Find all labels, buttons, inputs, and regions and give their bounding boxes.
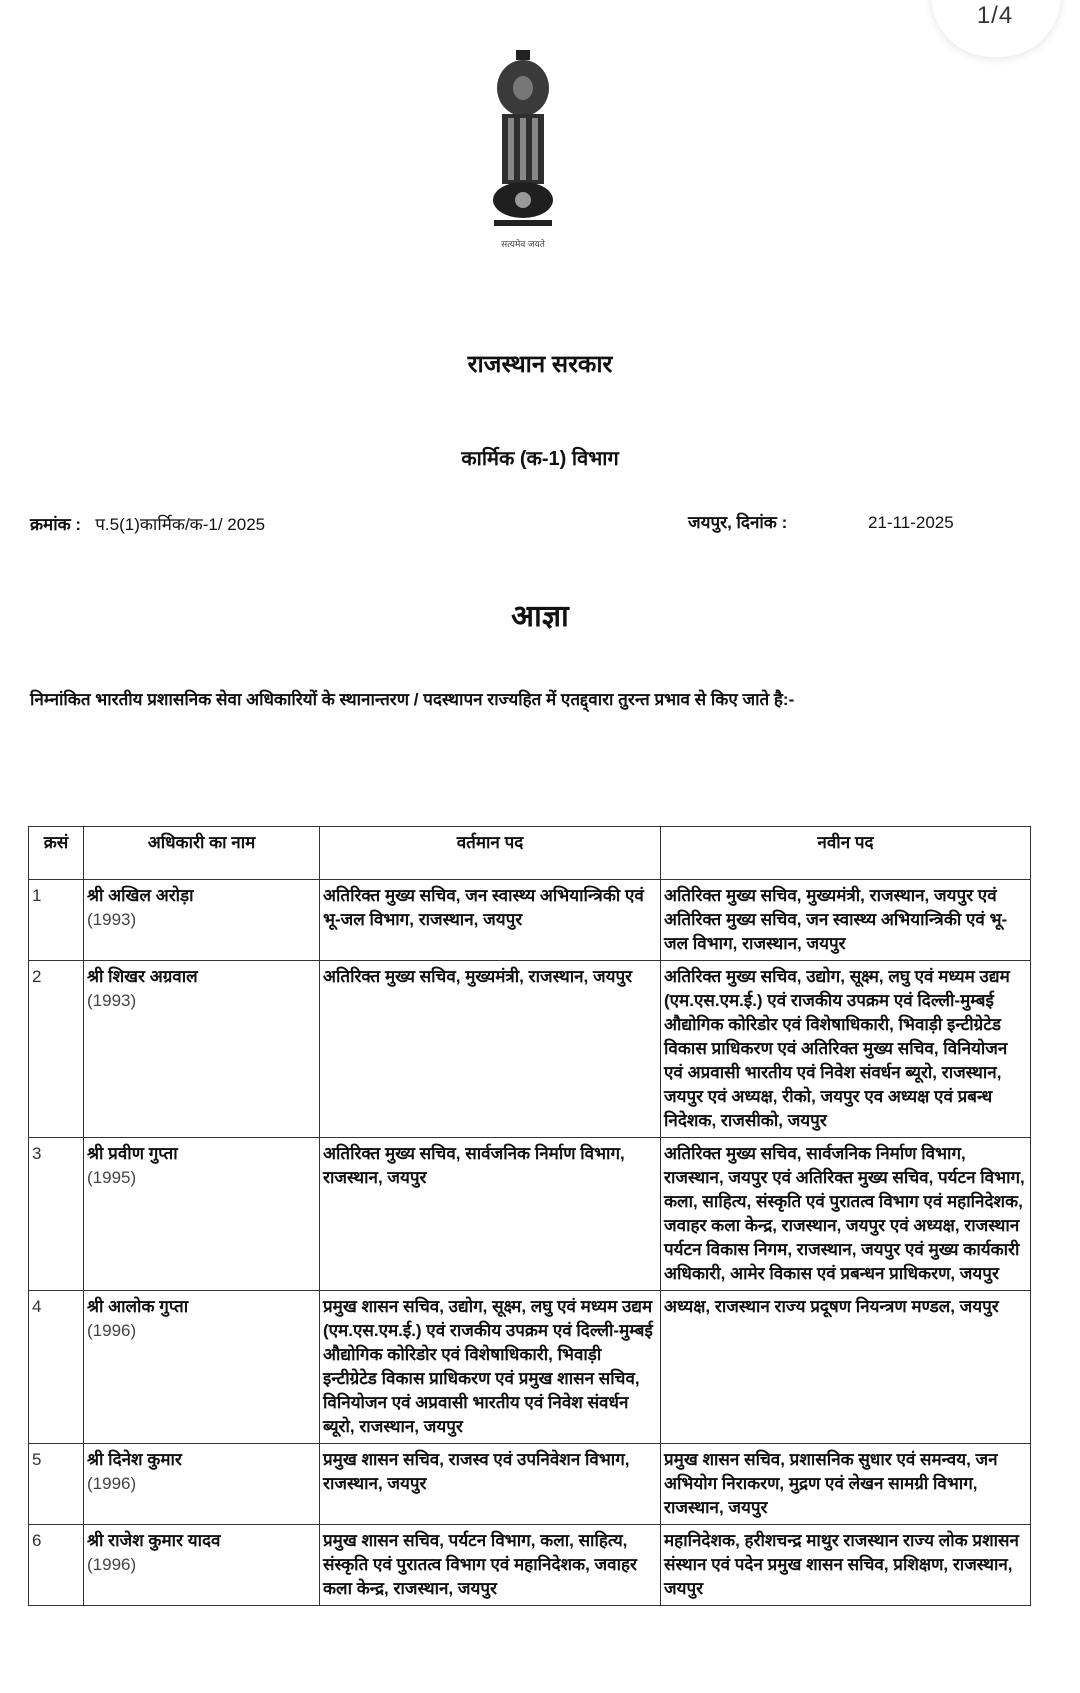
officer-name: श्री आलोक गुप्ता — [87, 1297, 189, 1316]
current-post: अतिरिक्त मुख्य सचिव, मुख्यमंत्री, राजस्थान, जयपुर — [320, 961, 661, 1138]
officer-batch: (1996) — [87, 1555, 137, 1574]
place-date-label: जयपुर, दिनांक : — [688, 513, 788, 532]
department-title: कार्मिक (क-1) विभाग — [461, 448, 619, 470]
order-intro: निम्नांकित भारतीय प्रशासनिक सेवा अधिकारियों के स्थानान्तरण / पदस्थापन राज्यहित में एतद्द्वारा तुरन्त प्रभाव से किए जाते है:- — [30, 690, 795, 709]
reference-number: प.5(1)कार्मिक/क-1/ 2025 — [95, 515, 266, 534]
officer-cell — [84, 880, 320, 961]
reference-label: क्रमांक : — [30, 515, 82, 534]
header-new-post: नवीन पद — [661, 827, 1031, 880]
serial-number: 6 — [29, 1525, 84, 1606]
serial-number: 1 — [29, 880, 84, 961]
government-title: राजस्थान सरकार — [467, 351, 613, 378]
table-header-row — [29, 827, 1031, 880]
officer-cell — [84, 1138, 320, 1291]
new-post: महानिदेशक, हरीशचन्द्र माथुर राजस्थान राज्य लोक प्रशासन संस्थान एवं पदेन प्रमुख शासन सचिव, प्रशिक्षण, राजस्थान, जयपुर — [661, 1525, 1031, 1606]
serial-number: 5 — [29, 1444, 84, 1525]
current-post: प्रमुख शासन सचिव, उद्योग, सूक्ष्म, लघु एवं मध्यम उद्यम (एम.एस.एम.ई.) एवं राजकीय उपक्रम एवं दिल्ली-मुम्बई औद्योगिक कोरिडोर एवं विशेषाधिकारी, भिवाड़ी इन्टीग्रेटेड विकास प्राधिकरण एवं प्रमुख शासन सचिव, विनियोजन एवं अप्रवासी भारतीय एवं निवेश संवर्धन ब्यूरो, राजस्थान, जयपुर — [320, 1291, 661, 1444]
header-serial: क्रसं — [29, 827, 84, 880]
officer-cell — [84, 1525, 320, 1606]
table-row — [29, 1444, 1031, 1525]
officer-name: श्री राजेश कुमार यादव — [87, 1531, 221, 1550]
table-row — [29, 880, 1031, 961]
new-post: अतिरिक्त मुख्य सचिव, मुख्यमंत्री, राजस्थान, जयपुर एवं अतिरिक्त मुख्य सचिव, जन स्वास्थ्य अभियान्त्रिकी एवं भू-जल विभाग, राजस्थान, जयपुर — [661, 880, 1031, 961]
page-indicator-text: 1/4 — [976, 2, 1014, 29]
officer-cell — [84, 961, 320, 1138]
transfer-table — [28, 826, 1031, 1606]
officer-name: श्री अखिल अरोड़ा — [87, 886, 194, 905]
officer-cell — [84, 1444, 320, 1525]
emblem-motto: सत्यमेव जयते — [501, 239, 545, 249]
table-row — [29, 1138, 1031, 1291]
serial-number: 2 — [29, 961, 84, 1138]
officer-batch: (1996) — [87, 1321, 137, 1340]
officer-batch: (1993) — [87, 991, 137, 1010]
table-row — [29, 1291, 1031, 1444]
officer-name: श्री प्रवीण गुप्ता — [87, 1144, 178, 1163]
order-title: आज्ञा — [511, 600, 569, 633]
header-current-post: वर्तमान पद — [320, 827, 661, 880]
current-post: अतिरिक्त मुख्य सचिव, जन स्वास्थ्य अभियान्त्रिकी एवं भू-जल विभाग, राजस्थान, जयपुर — [320, 880, 661, 961]
officer-batch: (1993) — [87, 910, 137, 929]
officer-cell — [84, 1291, 320, 1444]
state-emblem-icon — [488, 48, 558, 238]
serial-number: 3 — [29, 1138, 84, 1291]
table-row — [29, 1525, 1031, 1606]
table-row — [29, 961, 1031, 1138]
reference-line — [30, 514, 265, 536]
officer-batch: (1996) — [87, 1474, 137, 1493]
new-post: अध्यक्ष, राजस्थान राज्य प्रदूषण नियन्त्रण मण्डल, जयपुर — [661, 1291, 1031, 1444]
officer-name: श्री शिखर अग्रवाल — [87, 967, 198, 986]
current-post: प्रमुख शासन सचिव, पर्यटन विभाग, कला, साहित्य, संस्कृति एवं पुरातत्व विभाग एवं महानिदेशक, जवाहर कला केन्द्र, राजस्थान, जयपुर — [320, 1525, 661, 1606]
serial-number: 4 — [29, 1291, 84, 1444]
header-officer-name: अधिकारी का नाम — [84, 827, 320, 880]
current-post: प्रमुख शासन सचिव, राजस्व एवं उपनिवेशन विभाग, राजस्थान, जयपुर — [320, 1444, 661, 1525]
order-date: 21-11-2025 — [868, 513, 954, 532]
new-post: अतिरिक्त मुख्य सचिव, सार्वजनिक निर्माण विभाग, राजस्थान, जयपुर एवं अतिरिक्त मुख्य सचिव, पर्यटन विभाग, कला, साहित्य, संस्कृति एवं पुरातत्व विभाग एवं महानिदेशक, जवाहर कला केन्द्र, राजस्थान, जयपुर एवं अध्यक्ष, राजस्थान पर्यटन विकास निगम, राजस्थान, जयपुर एवं मुख्य कार्यकारी अधिकारी, आमेर विकास एवं प्रबन्धन प्राधिकरण, जयपुर — [661, 1138, 1031, 1291]
current-post: अतिरिक्त मुख्य सचिव, सार्वजनिक निर्माण विभाग, राजस्थान, जयपुर — [320, 1138, 661, 1291]
new-post: प्रमुख शासन सचिव, प्रशासनिक सुधार एवं समन्वय, जन अभियोग निराकरण, मुद्रण एवं लेखन सामग्री विभाग, राजस्थान, जयपुर — [661, 1444, 1031, 1525]
officer-name: श्री दिनेश कुमार — [87, 1450, 182, 1469]
new-post: अतिरिक्त मुख्य सचिव, उद्योग, सूक्ष्म, लघु एवं मध्यम उद्यम (एम.एस.एम.ई.) एवं राजकीय उपक्रम एवं दिल्ली-मुम्बई औद्योगिक कोरिडोर एवं विशेषाधिकारी, भिवाड़ी इन्टीग्रेटेड विकास प्राधिकरण एवं अतिरिक्त मुख्य सचिव, विनियोजन एवं अप्रवासी भारतीय एवं निवेश संवर्धन ब्यूरो, राजस्थान, जयपुर एवं अध्यक्ष, रीको, जयपुर एव अध्यक्ष एवं प्रबन्ध निदेशक, राजसीको, जयपुर — [661, 961, 1031, 1138]
officer-batch: (1995) — [87, 1168, 137, 1187]
